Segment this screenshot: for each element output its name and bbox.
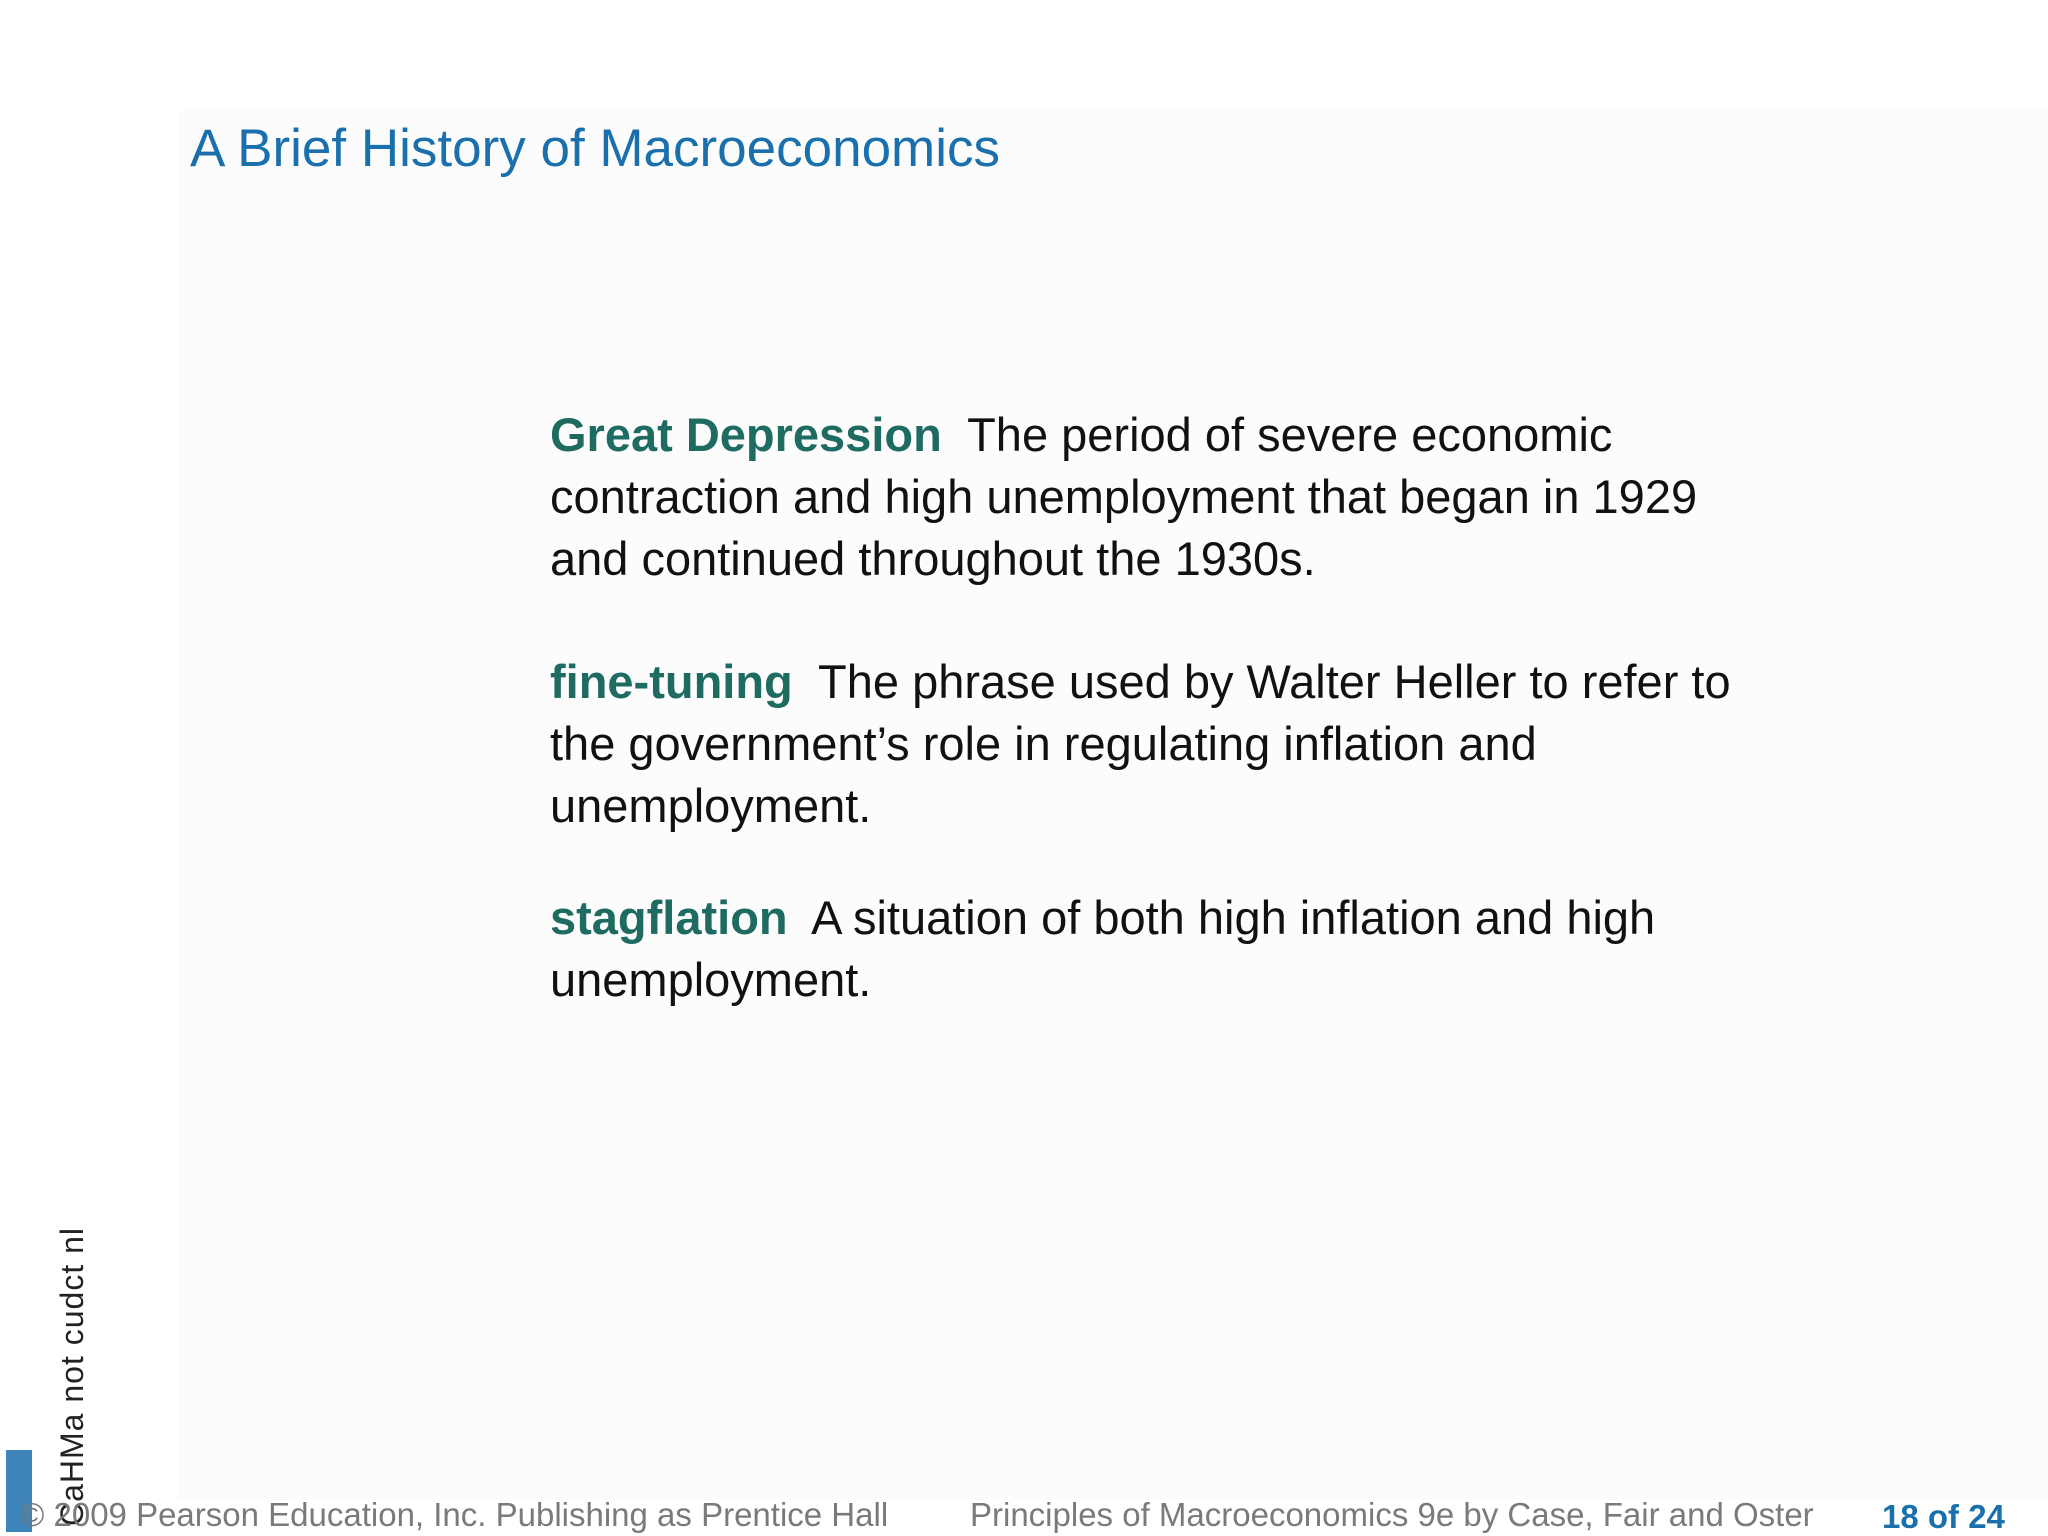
side-rotated-text: CaHMa not cudct nl [54, 1226, 90, 1526]
definition-text: The period of severe economic contraction and high unemployment that began in 1929 and continued throughout the 1930s. [550, 408, 1698, 585]
definition-term: stagflation [550, 891, 788, 944]
footer-copyright: © 2009 Pearson Education, Inc. Publishing as Prentice Hall [20, 1496, 889, 1533]
slide-title: A Brief History of Macroeconomics [190, 119, 1000, 178]
footer-book-title: Principles of Macroeconomics 9e by Case, Fair and Oster [970, 1496, 1814, 1533]
definition-stagflation [550, 887, 1750, 1011]
definition-text: The phrase used by Walter Heller to refer to the government’s role in regulating inflation and unemployment. [550, 655, 1731, 832]
definition-great-depression [550, 404, 1750, 590]
definition-fine-tuning [550, 651, 1750, 837]
definition-text: A situation of both high inflation and high unemployment. [550, 891, 1656, 1006]
definition-term: fine-tuning [550, 655, 793, 708]
definition-term: Great Depression [550, 408, 942, 461]
definitions-list [550, 404, 1750, 1072]
page-number: 18 of 24 [1882, 1498, 2005, 1535]
